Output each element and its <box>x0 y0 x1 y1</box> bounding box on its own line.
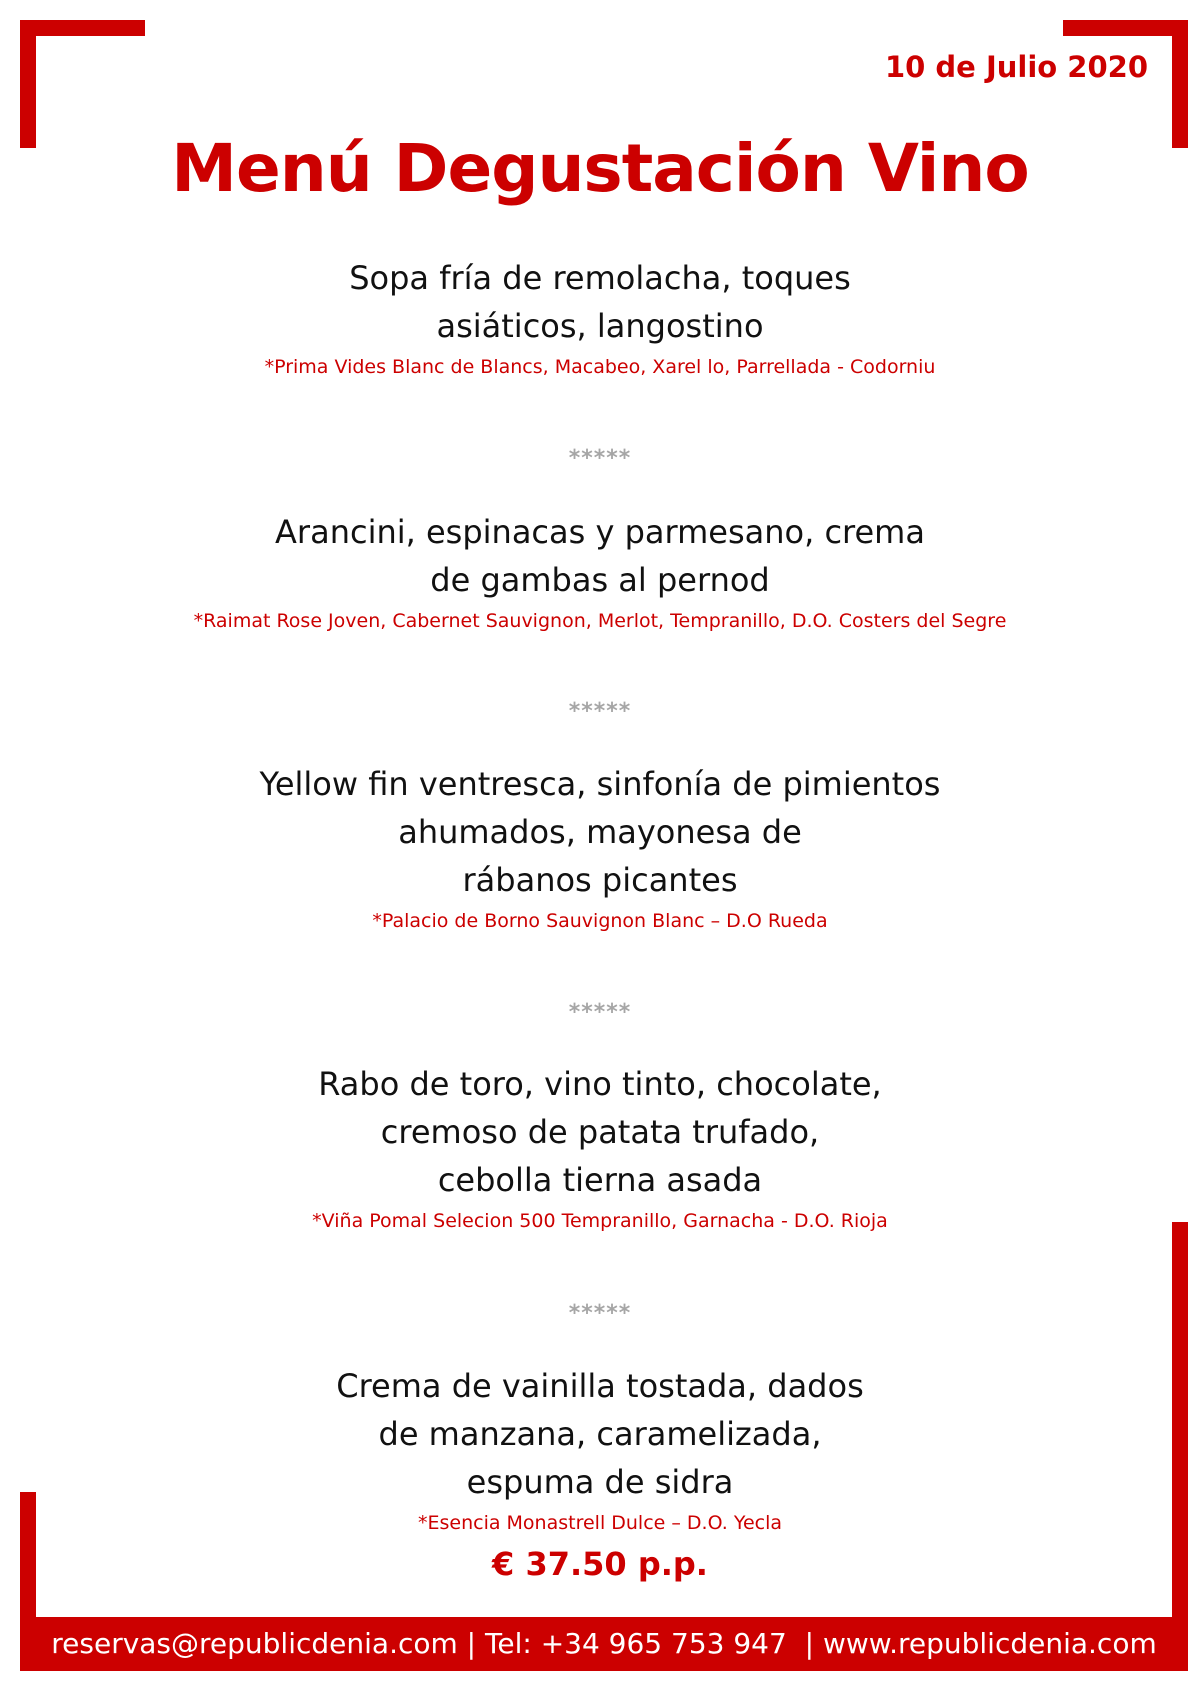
course-5 <box>0 1362 1200 1538</box>
corner-bracket-top-left <box>20 20 36 148</box>
contact-footer: reservas@republicdenia.com | Tel: +34 965 753 947 | www.republicdenia.com <box>20 1617 1188 1671</box>
corner-bracket-top-right <box>1063 20 1188 36</box>
dish-line: rábanos picantes <box>462 861 738 899</box>
dish-line: cebolla tierna asada <box>437 1161 763 1199</box>
course-4 <box>0 1060 1200 1236</box>
dish-line: Arancini, espinacas y parmesano, crema <box>275 513 925 551</box>
dish-line: de manzana, caramelizada, <box>378 1415 822 1453</box>
dish-line: Rabo de toro, vino tinto, chocolate, <box>318 1065 882 1103</box>
dish-name <box>0 760 1200 904</box>
menu-price: € 37.50 p.p. <box>492 1545 708 1583</box>
dish-line: Yellow fin ventresca, sinfonía de pimientos <box>259 765 941 803</box>
dish-line: de gambas al pernod <box>430 561 770 599</box>
corner-bracket-top-right <box>1172 20 1188 148</box>
dish-line: asiáticos, langostino <box>436 307 764 345</box>
course-3 <box>0 760 1200 936</box>
menu-title: Menú Degustación Vino <box>171 130 1029 207</box>
course-2 <box>0 508 1200 636</box>
course-separator: ***** <box>568 1301 632 1326</box>
wine-pairing: *Esencia Monastrell Dulce – D.O. Yecla <box>417 1512 782 1534</box>
dish-name <box>0 254 1200 350</box>
course-separator: ***** <box>568 446 632 471</box>
wine-pairing: *Viña Pomal Selecion 500 Tempranillo, Garnacha - D.O. Rioja <box>312 1210 888 1232</box>
course-separator: ***** <box>568 699 632 724</box>
dish-line: Sopa fría de remolacha, toques <box>349 259 851 297</box>
course-separator: ***** <box>568 1000 632 1025</box>
wine-pairing: *Raimat Rose Joven, Cabernet Sauvignon, Merlot, Tempranillo, D.O. Costers del Segre <box>193 610 1007 632</box>
dish-name <box>0 1060 1200 1204</box>
corner-bracket-top-left <box>20 20 145 36</box>
dish-line: cremoso de patata trufado, <box>380 1113 820 1151</box>
dish-name <box>0 508 1200 604</box>
wine-pairing: *Palacio de Borno Sauvignon Blanc – D.O Rueda <box>372 910 828 932</box>
dish-name <box>0 1362 1200 1506</box>
menu-date: 10 de Julio 2020 <box>884 50 1148 84</box>
dish-line: espuma de sidra <box>466 1463 734 1501</box>
wine-pairing: *Prima Vides Blanc de Blancs, Macabeo, Xarel lo, Parrellada - Codorniu <box>264 356 936 378</box>
course-1 <box>0 254 1200 382</box>
dish-line: Crema de vainilla tostada, dados <box>336 1367 864 1405</box>
dish-line: ahumados, mayonesa de <box>398 813 802 851</box>
